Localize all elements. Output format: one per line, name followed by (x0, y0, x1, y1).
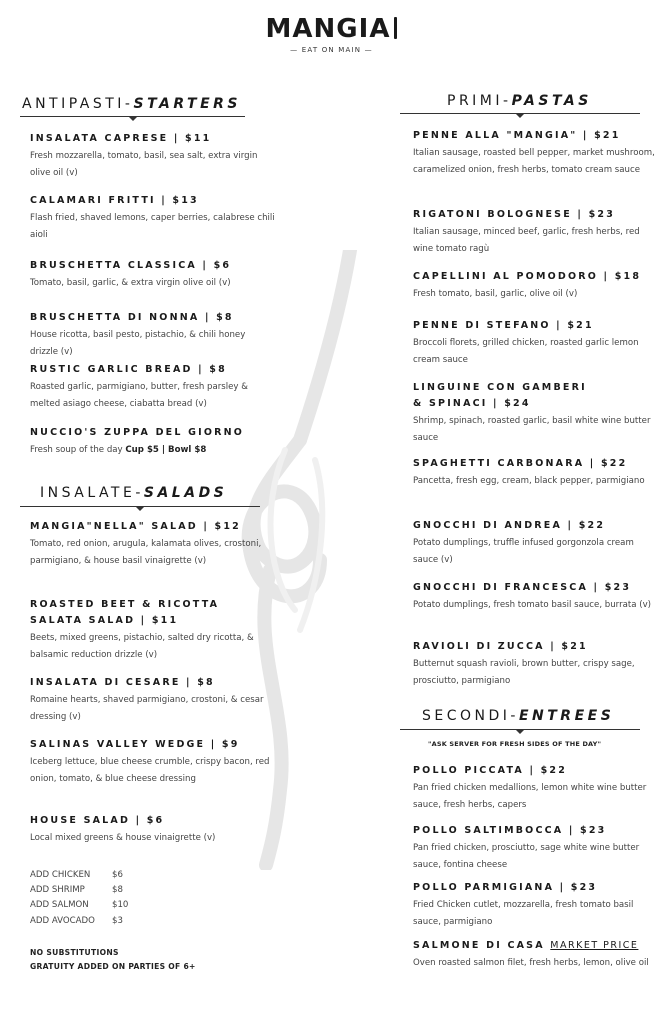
menu-item: PENNE DI STEFANO | $21 Broccoli florets, grilled chicken, roasted garlic lemon cream sauce (413, 320, 639, 365)
menu-item: CALAMARI FRITTI | $13 Flash fried, shaved lemons, caper berries, calabrese chili aioli (30, 195, 275, 240)
primi-divider (400, 113, 640, 114)
menu-item: PENNE ALLA "MANGIA" | $21 Italian sausage, roasted bell pepper, market mushroom, caramelized onion, fresh herbs, tomato cream sauce (413, 130, 655, 175)
salad-addons (30, 868, 128, 929)
fork-icon (394, 17, 397, 39)
sides-note: "ASK SERVER FOR FRESH SIDES OF THE DAY" (428, 740, 602, 748)
menu-item: RIGATONI BOLOGNESE | $23 Italian sausage, minced beef, garlic, fresh herbs, red wine tomato ragù (413, 209, 640, 254)
brand-tagline: — EAT ON MAIN — (290, 46, 373, 54)
menu-item: POLLO SALTIMBOCCA | $23 Pan fried chicken, prosciutto, sage white wine butter sauce, fontina cheese (413, 825, 640, 870)
brand-logo: MANGIA (0, 14, 663, 44)
menu-item: MANGIA"NELLA" SALAD | $12 Tomato, red onion, arugula, kalamata olives, crostoni, parmigiano, & house basil vinaigrette (v) (30, 521, 262, 566)
menu-item: RAVIOLI DI ZUCCA | $21 Butternut squash ravioli, brown butter, crispy sage, prosciutto, parmigiano (413, 641, 635, 686)
antipasti-title: ANTIPASTI-STARTERS (22, 96, 241, 112)
menu-header (0, 14, 663, 54)
menu-item: GNOCCHI DI ANDREA | $22 Potato dumplings, truffle infused gorgonzola cream sauce (v) (413, 520, 634, 565)
menu-item: SALINAS VALLEY WEDGE | $9 Iceberg lettuce, blue cheese crumble, crispy bacon, red onion, tomato, & blue cheese dressing (30, 739, 270, 784)
menu-item: POLLO PARMIGIANA | $23 Fried Chicken cutlet, mozzarella, fresh tomato basil sauce, parmigiano (413, 882, 634, 927)
menu-item: NUCCIO'S ZUPPA DEL GIORNO Fresh soup of the day Cup $5 | Bowl $8 (30, 427, 245, 455)
addon-row: ADD SALMON $10 (30, 900, 129, 911)
addon-row: ADD SHRIMP $8 (30, 885, 123, 896)
menu-item: SPAGHETTI CARBONARA | $22 Pancetta, fresh egg, cream, black pepper, parmigiano (413, 458, 645, 486)
menu-item: BRUSCHETTA CLASSICA | $6 Tomato, basil, garlic, & extra virgin olive oil (v) (30, 260, 232, 288)
insalate-title: INSALATE-SALADS (40, 485, 228, 501)
menu-item: POLLO PICCATA | $22 Pan fried chicken medallions, lemon white wine butter sauce, fresh herbs, capers (413, 765, 647, 810)
secondi-title: SECONDI-ENTREES (422, 708, 615, 724)
menu-item: ROASTED BEET & RICOTTA SALATA SALAD | $11 Beets, mixed greens, pistachio, salted dry ricotta, & balsamic reduction drizzle (v) (30, 599, 254, 660)
menu-item: SALMONE DI CASA MARKET PRICE Oven roasted salmon filet, fresh herbs, lemon, olive oil (413, 940, 649, 968)
menu-item: GNOCCHI DI FRANCESCA | $23 Potato dumplings, fresh tomato basil sauce, burrata (v) (413, 582, 652, 610)
addon-row: ADD AVOCADO $3 (30, 915, 123, 926)
menu-item: CAPELLINI AL POMODORO | $18 Fresh tomato, basil, garlic, olive oil (v) (413, 271, 642, 299)
primi-title: PRIMI-PASTAS (447, 93, 592, 109)
menu-item: RUSTIC GARLIC BREAD | $8 Roasted garlic, parmigiano, butter, fresh parsley & melted asiago cheese, ciabatta bread (v) (30, 364, 248, 409)
menu-item: INSALATA DI CESARE | $8 Romaine hearts, shaved parmigiano, crostoni, & cesar dressing (v) (30, 677, 264, 722)
addon-row: ADD CHICKEN $6 (30, 870, 123, 880)
fine-print: NO SUBSTITUTIONS GRATUITY ADDED ON PARTIES OF 6+ (30, 948, 196, 971)
menu-item: HOUSE SALAD | $6 Local mixed greens & house vinaigrette (v) (30, 815, 216, 843)
secondi-divider (400, 729, 640, 730)
menu-item: LINGUINE CON GAMBERI & SPINACI | $24 Shrimp, spinach, roasted garlic, basil white wine butter sauce (413, 382, 651, 443)
antipasti-divider (20, 116, 245, 117)
insalate-divider (20, 506, 260, 507)
market-price-link: MARKET PRICE (550, 940, 639, 951)
menu-item: INSALATA CAPRESE | $11 Fresh mozzarella, tomato, basil, sea salt, extra virgin olive oil (v) (30, 133, 258, 178)
menu-item: BRUSCHETTA DI NONNA | $8 House ricotta, basil pesto, pistachio, & chili honey drizzle (v) (30, 312, 246, 357)
